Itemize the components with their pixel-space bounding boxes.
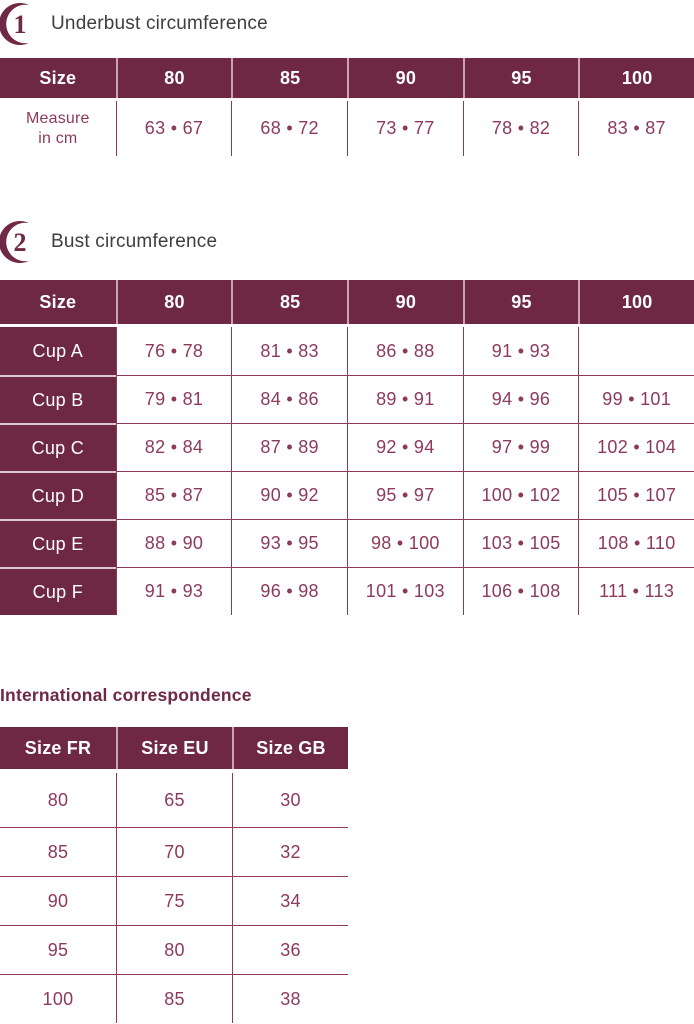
table-row — [0, 827, 348, 876]
value-cell: 70 — [116, 827, 232, 876]
header-cell: 100 — [578, 280, 694, 324]
header-cell: 90 — [347, 280, 463, 324]
value-cell: 30 — [232, 773, 348, 827]
table-header-row — [0, 280, 694, 324]
value-cell-empty — [578, 327, 694, 375]
value-cell: 79 • 81 — [116, 375, 232, 423]
table-row — [0, 925, 348, 974]
header-cell: 100 — [578, 58, 694, 98]
value-cell: 83 • 87 — [578, 101, 694, 156]
table-header-row — [0, 58, 694, 98]
crescent-number-1-icon — [0, 2, 42, 46]
header-cell: 85 — [231, 280, 347, 324]
value-cell: 108 • 110 — [578, 519, 694, 567]
international-title: International correspondence — [0, 685, 252, 705]
bust-table — [0, 280, 694, 615]
value-cell: 89 • 91 — [347, 375, 463, 423]
table-body — [0, 773, 348, 1023]
header-cell: Size — [39, 291, 77, 312]
value-cell: 36 — [232, 925, 348, 974]
header-cell: 80 — [116, 58, 232, 98]
table-body — [0, 327, 694, 615]
value-cell: 82 • 84 — [116, 423, 232, 471]
table-row — [0, 101, 694, 156]
value-cell: 90 — [0, 876, 116, 925]
value-cell: 80 — [47, 789, 69, 810]
value-cell: 90 • 92 — [231, 471, 347, 519]
value-cell: 92 • 94 — [347, 423, 463, 471]
header-cell: 95 — [463, 280, 579, 324]
value-cell: 96 • 98 — [231, 567, 347, 615]
table-row — [0, 876, 348, 925]
svg-text:2: 2 — [13, 228, 27, 257]
value-cell: 32 — [232, 827, 348, 876]
value-cell: 102 • 104 — [578, 423, 694, 471]
value-cell: 100 — [0, 974, 116, 1023]
table-row-cup-e — [0, 519, 694, 567]
table-row-cup-a — [0, 327, 694, 375]
header-cell: 95 — [463, 58, 579, 98]
value-cell: 63 • 67 — [116, 101, 232, 156]
table-header-row — [0, 727, 348, 769]
value-cell: 76 • 78 — [116, 327, 232, 375]
value-cell: 85 — [116, 974, 232, 1023]
section-bust-heading — [0, 220, 694, 264]
table-row-cup-d — [0, 471, 694, 519]
table-row — [0, 773, 348, 827]
value-cell: 73 • 77 — [347, 101, 463, 156]
table-row-cup-b — [0, 375, 694, 423]
table-row-cup-f — [0, 567, 694, 615]
value-cell: 95 — [0, 925, 116, 974]
svg-text:1: 1 — [13, 10, 27, 39]
header-cell: Size FR — [24, 737, 92, 758]
row-label-cell: Cup C — [0, 423, 116, 471]
section-underbust-heading — [0, 2, 694, 46]
value-cell: 103 • 105 — [463, 519, 579, 567]
value-cell: 85 — [0, 827, 116, 876]
underbust-table — [0, 58, 694, 156]
row-label-cell: Cup B — [0, 375, 116, 423]
value-cell: 78 • 82 — [463, 101, 579, 156]
value-cell: 91 • 93 — [116, 567, 232, 615]
value-cell: 99 • 101 — [578, 375, 694, 423]
section-title: Bust circumference — [51, 231, 218, 252]
row-label-cell: Measure in cm — [26, 110, 90, 147]
value-cell: 38 — [232, 974, 348, 1023]
section-title: Underbust circumference — [51, 13, 268, 34]
header-cell: 85 — [231, 58, 347, 98]
header-cell: 90 — [347, 58, 463, 98]
value-cell: 81 • 83 — [231, 327, 347, 375]
value-cell: 97 • 99 — [463, 423, 579, 471]
value-cell: 85 • 87 — [116, 471, 232, 519]
value-cell: 106 • 108 — [463, 567, 579, 615]
table-body — [0, 101, 694, 156]
crescent-number-2-icon — [0, 220, 42, 264]
value-cell: 95 • 97 — [347, 471, 463, 519]
value-cell: 84 • 86 — [231, 375, 347, 423]
header-cell: Size — [39, 67, 77, 88]
header-cell: Size GB — [232, 727, 348, 769]
table-row-cup-c — [0, 423, 694, 471]
value-cell: 98 • 100 — [347, 519, 463, 567]
header-cell: Size EU — [116, 727, 232, 769]
value-cell: 75 — [116, 876, 232, 925]
row-label-cell: Cup E — [0, 519, 116, 567]
value-cell: 65 — [116, 773, 232, 827]
value-cell: 86 • 88 — [347, 327, 463, 375]
table-row — [0, 974, 348, 1023]
value-cell: 87 • 89 — [231, 423, 347, 471]
value-cell: 100 • 102 — [463, 471, 579, 519]
value-cell: 93 • 95 — [231, 519, 347, 567]
value-cell: 105 • 107 — [578, 471, 694, 519]
row-label-cell: Cup D — [0, 471, 116, 519]
international-table — [0, 727, 348, 1023]
value-cell: 111 • 113 — [578, 567, 694, 615]
value-cell: 88 • 90 — [116, 519, 232, 567]
row-label-cell: Cup F — [0, 567, 116, 615]
header-cell: 80 — [116, 280, 232, 324]
value-cell: 94 • 96 — [463, 375, 579, 423]
value-cell: 34 — [232, 876, 348, 925]
row-label-cell: Cup A — [0, 327, 116, 375]
value-cell: 68 • 72 — [231, 101, 347, 156]
value-cell: 80 — [116, 925, 232, 974]
value-cell: 101 • 103 — [347, 567, 463, 615]
value-cell: 91 • 93 — [463, 327, 579, 375]
